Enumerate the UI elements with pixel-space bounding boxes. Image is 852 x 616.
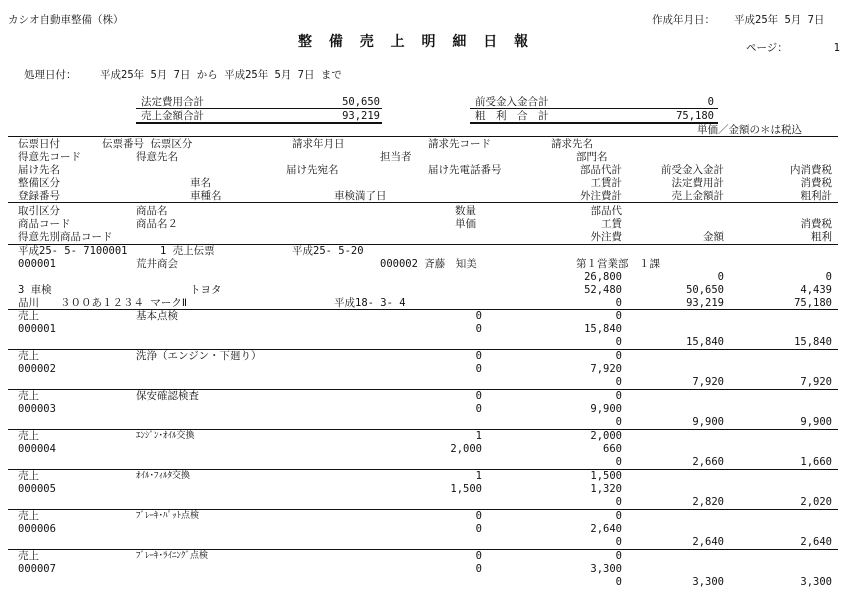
col-dept: 部門名 bbox=[576, 151, 608, 163]
item-parts: 0 bbox=[615, 550, 622, 562]
report-title: 整 備 売 上 明 細 日 報 bbox=[298, 34, 535, 50]
slip-parts-total: 26,800 bbox=[584, 271, 622, 283]
sales-total-value: 93,219 bbox=[342, 110, 380, 122]
col-dest-attn: 届け先宛名 bbox=[286, 164, 339, 176]
col-gross-total: 粗利計 bbox=[800, 190, 832, 202]
col-customer-name: 得意先名 bbox=[136, 151, 178, 163]
tax-note: 単価／金額の＊は税込 bbox=[697, 124, 802, 136]
col-car-name: 車名 bbox=[190, 177, 211, 189]
item-parts: 1,500 bbox=[590, 470, 622, 482]
col-trade-type: 取引区分 bbox=[18, 205, 60, 217]
col-reg-no: 登録番号 bbox=[18, 190, 60, 202]
header-mid-rule bbox=[8, 202, 838, 203]
page-label: ページ： bbox=[746, 42, 788, 54]
slip-staff: 000002 斉藤 知美 bbox=[380, 258, 477, 270]
page-number: 1 bbox=[833, 42, 840, 54]
item-kind: 売上 bbox=[18, 550, 39, 562]
item-gross: 2,640 bbox=[800, 536, 832, 548]
col-bill-name: 請求先名 bbox=[551, 138, 593, 150]
sales-total-label: 売上金額合計 bbox=[141, 110, 204, 122]
item-kind: 売上 bbox=[18, 310, 39, 322]
summary-rule bbox=[470, 108, 718, 109]
item-gross: 2,020 bbox=[800, 496, 832, 508]
item-outsource: 0 bbox=[615, 416, 622, 428]
item-gross: 1,660 bbox=[800, 456, 832, 468]
col-amount: 金額 bbox=[703, 231, 724, 243]
item-qty: 1 bbox=[475, 430, 482, 442]
item-qty: 0 bbox=[475, 510, 482, 522]
slip-inspect-date: 平成18- 3- 4 bbox=[334, 297, 406, 309]
item-code: 000001 bbox=[18, 323, 56, 335]
col-qty: 数量 bbox=[455, 205, 476, 217]
col-item-code: 商品コード bbox=[18, 218, 71, 230]
slip-dept: 第１営業部 １課 bbox=[576, 258, 660, 270]
company-name: カシオ自動車整備（株） bbox=[8, 14, 124, 26]
item-gross: 3,300 bbox=[800, 576, 832, 588]
slip-customer-name: 荒井商会 bbox=[136, 258, 178, 270]
item-code: 000005 bbox=[18, 483, 56, 495]
legal-total-value: 50,650 bbox=[342, 96, 380, 108]
col-car-type: 車種名 bbox=[190, 190, 222, 202]
item-qty: 1 bbox=[475, 470, 482, 482]
item-labor: 660 bbox=[603, 443, 622, 455]
item-kind: 売上 bbox=[18, 510, 39, 522]
header-top-rule bbox=[8, 136, 838, 137]
item-price: 0 bbox=[475, 323, 482, 335]
slip-sales-total: 93,219 bbox=[686, 297, 724, 309]
item-parts: 2,000 bbox=[590, 430, 622, 442]
item-qty: 0 bbox=[475, 390, 482, 402]
item-price: 0 bbox=[475, 523, 482, 535]
item-labor: 2,640 bbox=[590, 523, 622, 535]
process-label: 処理日付： bbox=[24, 69, 77, 81]
process-range: 平成25年 5月 7日 から 平成25年 5月 7日 まで bbox=[100, 69, 342, 81]
item-gross: 7,920 bbox=[800, 376, 832, 388]
slip-legal-total: 50,650 bbox=[686, 284, 724, 296]
slip-outsource-total: 0 bbox=[615, 297, 622, 309]
item-labor: 1,320 bbox=[590, 483, 622, 495]
item-qty: 0 bbox=[475, 310, 482, 322]
slip-gross-total: 75,180 bbox=[794, 297, 832, 309]
col-parts: 部品代 bbox=[590, 205, 622, 217]
item-amount: 2,660 bbox=[692, 456, 724, 468]
summary-double-rule bbox=[136, 122, 382, 124]
col-dest-tel: 届け先電話番号 bbox=[428, 164, 502, 176]
slip-tax: 4,439 bbox=[800, 284, 832, 296]
prepay-total-label: 前受金入金合計 bbox=[475, 96, 549, 108]
item-outsource: 0 bbox=[615, 576, 622, 588]
item-name: ｴﾝｼﾞﾝ･ｵｲﾙ交換 bbox=[136, 431, 195, 441]
col-slip-date: 伝票日付 bbox=[18, 138, 60, 150]
item-name: ﾌﾞﾚｰｷ･ﾗｲﾆﾝｸﾞ点検 bbox=[136, 551, 209, 561]
col-outsource: 外注費 bbox=[590, 231, 622, 243]
summary-rule bbox=[136, 108, 382, 109]
item-code: 000002 bbox=[18, 363, 56, 375]
col-customer-code: 得意先コード bbox=[18, 151, 81, 163]
col-tax: 消費税 bbox=[800, 177, 832, 189]
col-staff: 担当者 bbox=[380, 151, 412, 163]
slip-bill-date: 平成25- 5-20 bbox=[292, 245, 364, 257]
col-unit-price: 単価 bbox=[455, 218, 476, 230]
item-parts: 0 bbox=[615, 390, 622, 402]
item-code: 000006 bbox=[18, 523, 56, 535]
item-qty: 0 bbox=[475, 550, 482, 562]
col-sales-total: 売上金額計 bbox=[671, 190, 724, 202]
col-dest-name: 届け先名 bbox=[18, 164, 60, 176]
col-legal-total: 法定費用計 bbox=[671, 177, 724, 189]
gross-total-value: 75,180 bbox=[676, 110, 714, 122]
col-maint-type: 整備区分 bbox=[18, 177, 60, 189]
item-amount: 2,820 bbox=[692, 496, 724, 508]
col-outsource-total: 外注費計 bbox=[580, 190, 622, 202]
item-qty: 0 bbox=[475, 350, 482, 362]
item-code: 000007 bbox=[18, 563, 56, 575]
item-code: 000003 bbox=[18, 403, 56, 415]
item-name: 基本点検 bbox=[136, 310, 178, 322]
col-slip-no: 伝票番号 伝票区分 bbox=[102, 138, 193, 150]
item-kind: 売上 bbox=[18, 350, 39, 362]
item-amount: 2,640 bbox=[692, 536, 724, 548]
col-item-name: 商品名 bbox=[136, 205, 168, 217]
slip-kind: 1 売上伝票 bbox=[160, 245, 215, 257]
item-outsource: 0 bbox=[615, 536, 622, 548]
slip-car-name: トヨタ bbox=[190, 284, 222, 296]
item-amount: 9,900 bbox=[692, 416, 724, 428]
item-name: ﾌﾞﾚｰｷ･ﾊﾟｯﾄ点検 bbox=[136, 511, 200, 521]
item-parts: 0 bbox=[615, 310, 622, 322]
col-tax-in: 内消費税 bbox=[790, 164, 832, 176]
item-labor: 15,840 bbox=[584, 323, 622, 335]
header-bottom-rule bbox=[8, 244, 838, 245]
item-parts: 0 bbox=[615, 350, 622, 362]
item-price: 2,000 bbox=[450, 443, 482, 455]
item-price: 0 bbox=[475, 363, 482, 375]
col-inspect-date: 車検満了日 bbox=[334, 190, 387, 202]
slip-prepay-total: 0 bbox=[717, 271, 724, 283]
item-price: 1,500 bbox=[450, 483, 482, 495]
item-parts: 0 bbox=[615, 510, 622, 522]
col-bill-date: 請求年月日 bbox=[292, 138, 345, 150]
gross-total-label: 粗 利 合 計 bbox=[475, 110, 549, 122]
item-labor: 9,900 bbox=[590, 403, 622, 415]
created-label: 作成年月日： bbox=[652, 14, 715, 26]
col-prepay-total: 前受金入金計 bbox=[661, 164, 724, 176]
item-outsource: 0 bbox=[615, 336, 622, 348]
item-code: 000004 bbox=[18, 443, 56, 455]
col-item-tax: 消費税 bbox=[800, 218, 832, 230]
item-labor: 3,300 bbox=[590, 563, 622, 575]
slip-maint-type: 3 車検 bbox=[18, 284, 52, 296]
item-labor: 7,920 bbox=[590, 363, 622, 375]
slip-tax-in: 0 bbox=[825, 271, 832, 283]
item-amount: 15,840 bbox=[686, 336, 724, 348]
item-kind: 売上 bbox=[18, 390, 39, 402]
col-cust-item-code: 得意先別商品コード bbox=[18, 231, 113, 243]
col-labor-total: 工賃計 bbox=[590, 177, 622, 189]
col-labor: 工賃 bbox=[601, 218, 622, 230]
item-gross: 9,900 bbox=[800, 416, 832, 428]
item-price: 0 bbox=[475, 403, 482, 415]
slip-customer-code: 000001 bbox=[18, 258, 56, 270]
slip-labor-total: 52,480 bbox=[584, 284, 622, 296]
item-price: 0 bbox=[475, 563, 482, 575]
item-name: 保安確認検査 bbox=[136, 390, 199, 402]
col-item-name2: 商品名２ bbox=[136, 218, 178, 230]
item-outsource: 0 bbox=[615, 376, 622, 388]
slip-reg-no: 品川 ３００あ１２３４ マークⅡ bbox=[18, 297, 187, 309]
item-gross: 15,840 bbox=[794, 336, 832, 348]
item-amount: 7,920 bbox=[692, 376, 724, 388]
item-amount: 3,300 bbox=[692, 576, 724, 588]
item-kind: 売上 bbox=[18, 430, 39, 442]
prepay-total-value: 0 bbox=[707, 96, 714, 108]
legal-total-label: 法定費用合計 bbox=[141, 96, 204, 108]
col-parts-total: 部品代計 bbox=[580, 164, 622, 176]
item-outsource: 0 bbox=[615, 496, 622, 508]
col-gross: 粗利 bbox=[811, 231, 832, 243]
item-name: 洗浄（エンジン・下廻り） bbox=[136, 350, 262, 362]
created-date: 平成25年 5月 7日 bbox=[734, 14, 825, 26]
col-bill-code: 請求先コード bbox=[428, 138, 491, 150]
item-outsource: 0 bbox=[615, 456, 622, 468]
summary-double-rule bbox=[470, 122, 718, 124]
item-name: ｵｲﾙ･ﾌｨﾙﾀ交換 bbox=[136, 471, 191, 481]
slip-date-no: 平成25- 5- 7100001 bbox=[18, 245, 128, 257]
item-kind: 売上 bbox=[18, 470, 39, 482]
